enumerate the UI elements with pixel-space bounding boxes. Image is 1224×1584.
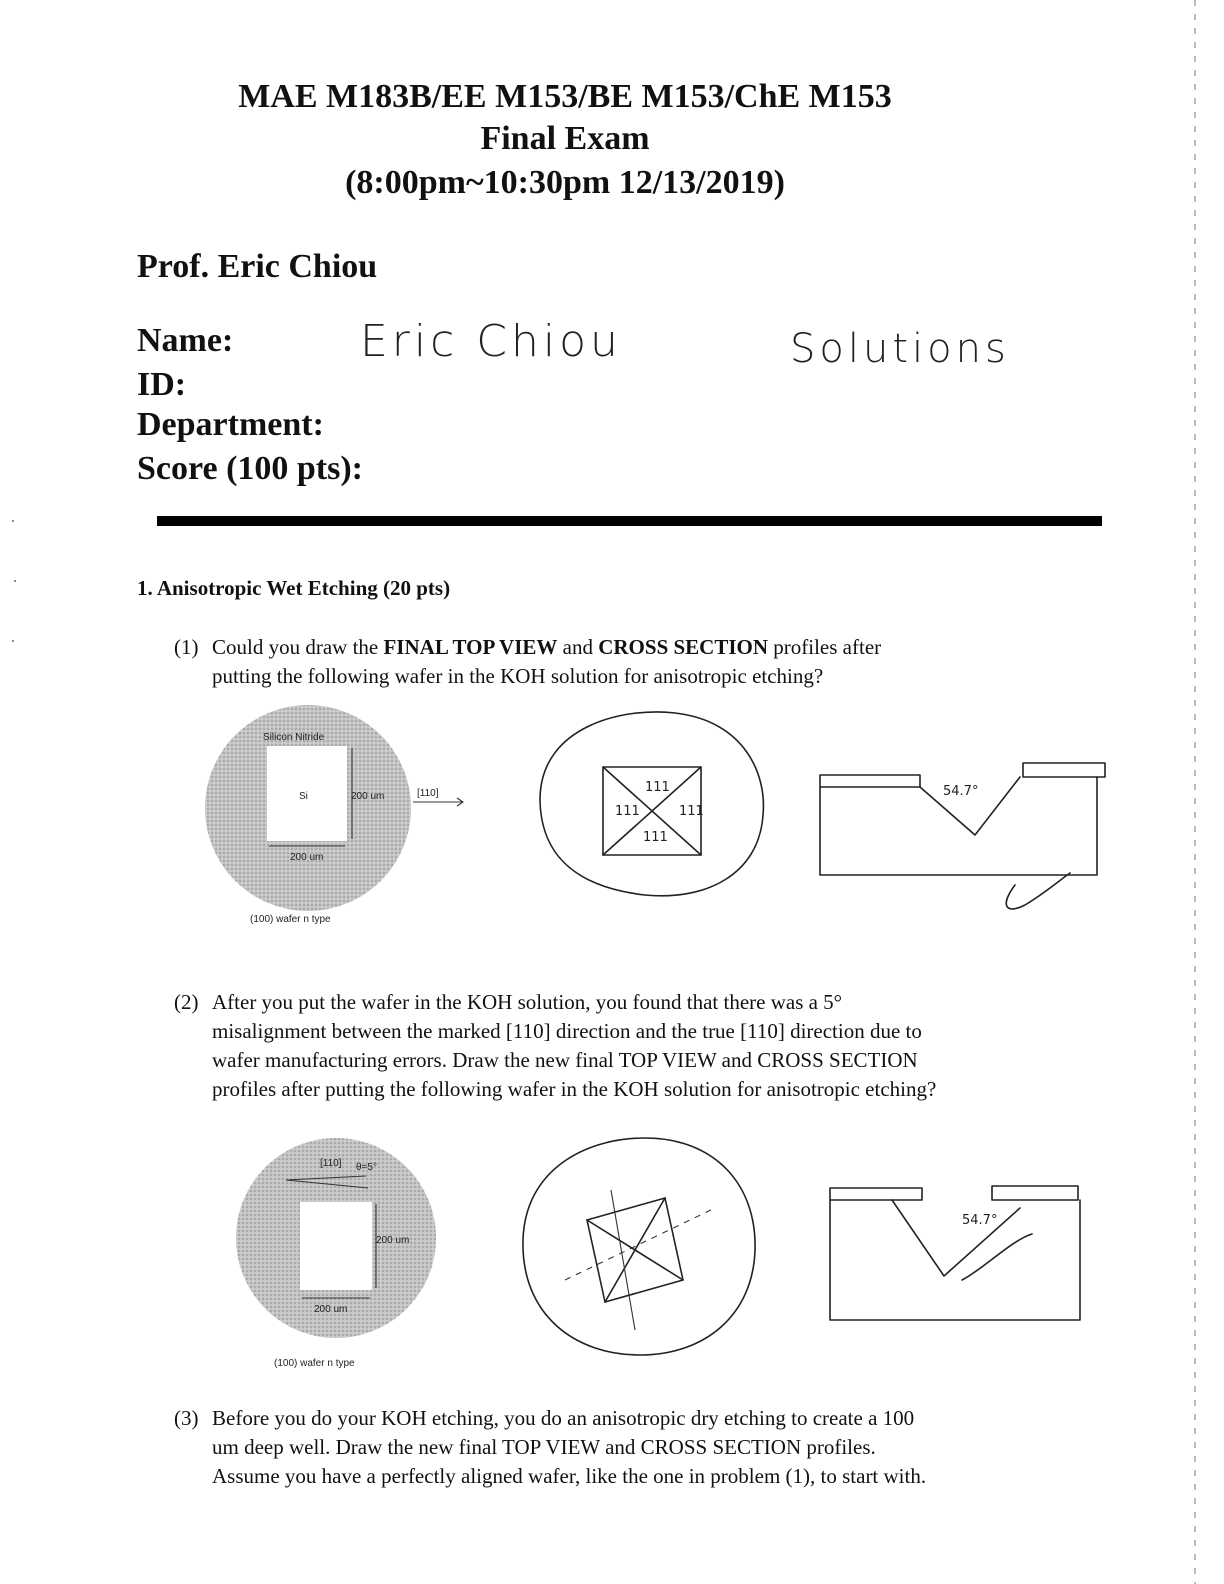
question-number: (2)	[174, 990, 199, 1014]
wafer-caption: (100) wafer n type	[274, 1358, 355, 1369]
scan-speck	[14, 580, 16, 582]
question-number: (1)	[174, 635, 199, 659]
exam-title: Final Exam	[480, 120, 650, 157]
wafer-diagram-1	[195, 700, 465, 930]
exam-time: (8:00pm~10:30pm 12/13/2019)	[345, 164, 785, 201]
question-line: Before you do your KOH etching, you do an anisotropic dry etching to create a 100	[212, 1406, 915, 1430]
course-title: MAE M183B/EE M153/BE M153/ChE M153	[238, 78, 892, 115]
check-mark	[962, 1234, 1032, 1280]
v-groove	[892, 1200, 1020, 1276]
angle-label: 54.7°	[943, 784, 979, 799]
question-1	[174, 633, 1112, 691]
top-view-sketch-2	[515, 1130, 775, 1365]
question-line: wafer manufacturing errors. Draw the new final TOP VIEW and CROSS SECTION	[212, 1048, 918, 1072]
question-3	[174, 1404, 1112, 1491]
name-label: Name:	[137, 322, 234, 359]
wafer-outline	[540, 712, 763, 896]
question-number: (3)	[174, 1406, 199, 1430]
bounding-guide	[611, 1190, 635, 1330]
header-divider	[157, 516, 1102, 526]
plane-label: 111	[645, 780, 670, 795]
misalignment-label: θ=5°	[356, 1162, 377, 1173]
scan-speck	[12, 520, 14, 522]
nitride-mask	[1023, 763, 1105, 777]
department-label: Department:	[137, 406, 324, 443]
score-label: Score (100 pts):	[137, 450, 363, 487]
plane-label: 111	[643, 830, 668, 845]
check-mark	[1006, 873, 1070, 909]
substrate-outline	[830, 1200, 1080, 1320]
question-line: profiles after putting the following wafer in the KOH solution for anisotropic etching?	[212, 1077, 937, 1101]
direction-label: [110]	[320, 1158, 342, 1169]
nitride-label: Silicon Nitride	[263, 732, 325, 743]
question-line: After you put the wafer in the KOH solution, you found that there was a 5°	[212, 990, 843, 1014]
height-dim-label: 200 um	[351, 791, 385, 802]
cross-section-sketch-1	[815, 755, 1110, 930]
nitride-mask	[820, 775, 920, 787]
scan-speck	[12, 640, 14, 642]
plane-label: 111	[679, 804, 704, 819]
direction-label: [110]	[417, 788, 439, 799]
wafer-diagram-2	[238, 1130, 438, 1375]
wafer-outline	[523, 1138, 755, 1355]
width-dim-label: 200 um	[314, 1304, 348, 1315]
pit-diagonal	[605, 1198, 665, 1302]
etch-window	[300, 1202, 372, 1290]
cross-section-sketch-2	[822, 1180, 1092, 1340]
question-line: Could you draw the FINAL TOP VIEW and CROSS SECTION profiles after	[212, 635, 882, 659]
id-label: ID:	[137, 366, 187, 403]
question-line: Assume you have a perfectly aligned wafer, like the one in problem (1), to start with.	[212, 1464, 927, 1488]
question-2	[174, 988, 1132, 1104]
height-dim-label: 200 um	[376, 1235, 410, 1246]
section-heading: 1. Anisotropic Wet Etching (20 pts)	[137, 576, 451, 600]
professor-name: Prof. Eric Chiou	[137, 248, 378, 285]
top-view-sketch-1	[535, 705, 775, 905]
handwritten-name: Eric Chiou	[360, 316, 622, 367]
question-line: putting the following wafer in the KOH solution for anisotropic etching?	[212, 664, 824, 688]
bounding-guide	[565, 1208, 715, 1280]
angle-label: 54.7°	[962, 1213, 998, 1228]
question-line: misalignment between the marked [110] direction and the true [110] direction due to	[212, 1019, 922, 1043]
nitride-mask	[992, 1186, 1078, 1200]
scan-edge-artifact	[1194, 0, 1196, 1584]
si-label: Si	[299, 791, 308, 802]
nitride-mask	[830, 1188, 922, 1200]
handwritten-solutions: Solutions	[790, 326, 1010, 372]
question-line: um deep well. Draw the new final TOP VIEW and CROSS SECTION profiles.	[212, 1435, 876, 1459]
wafer-caption: (100) wafer n type	[250, 914, 331, 925]
width-dim-label: 200 um	[290, 852, 324, 863]
plane-label: 111	[615, 804, 640, 819]
